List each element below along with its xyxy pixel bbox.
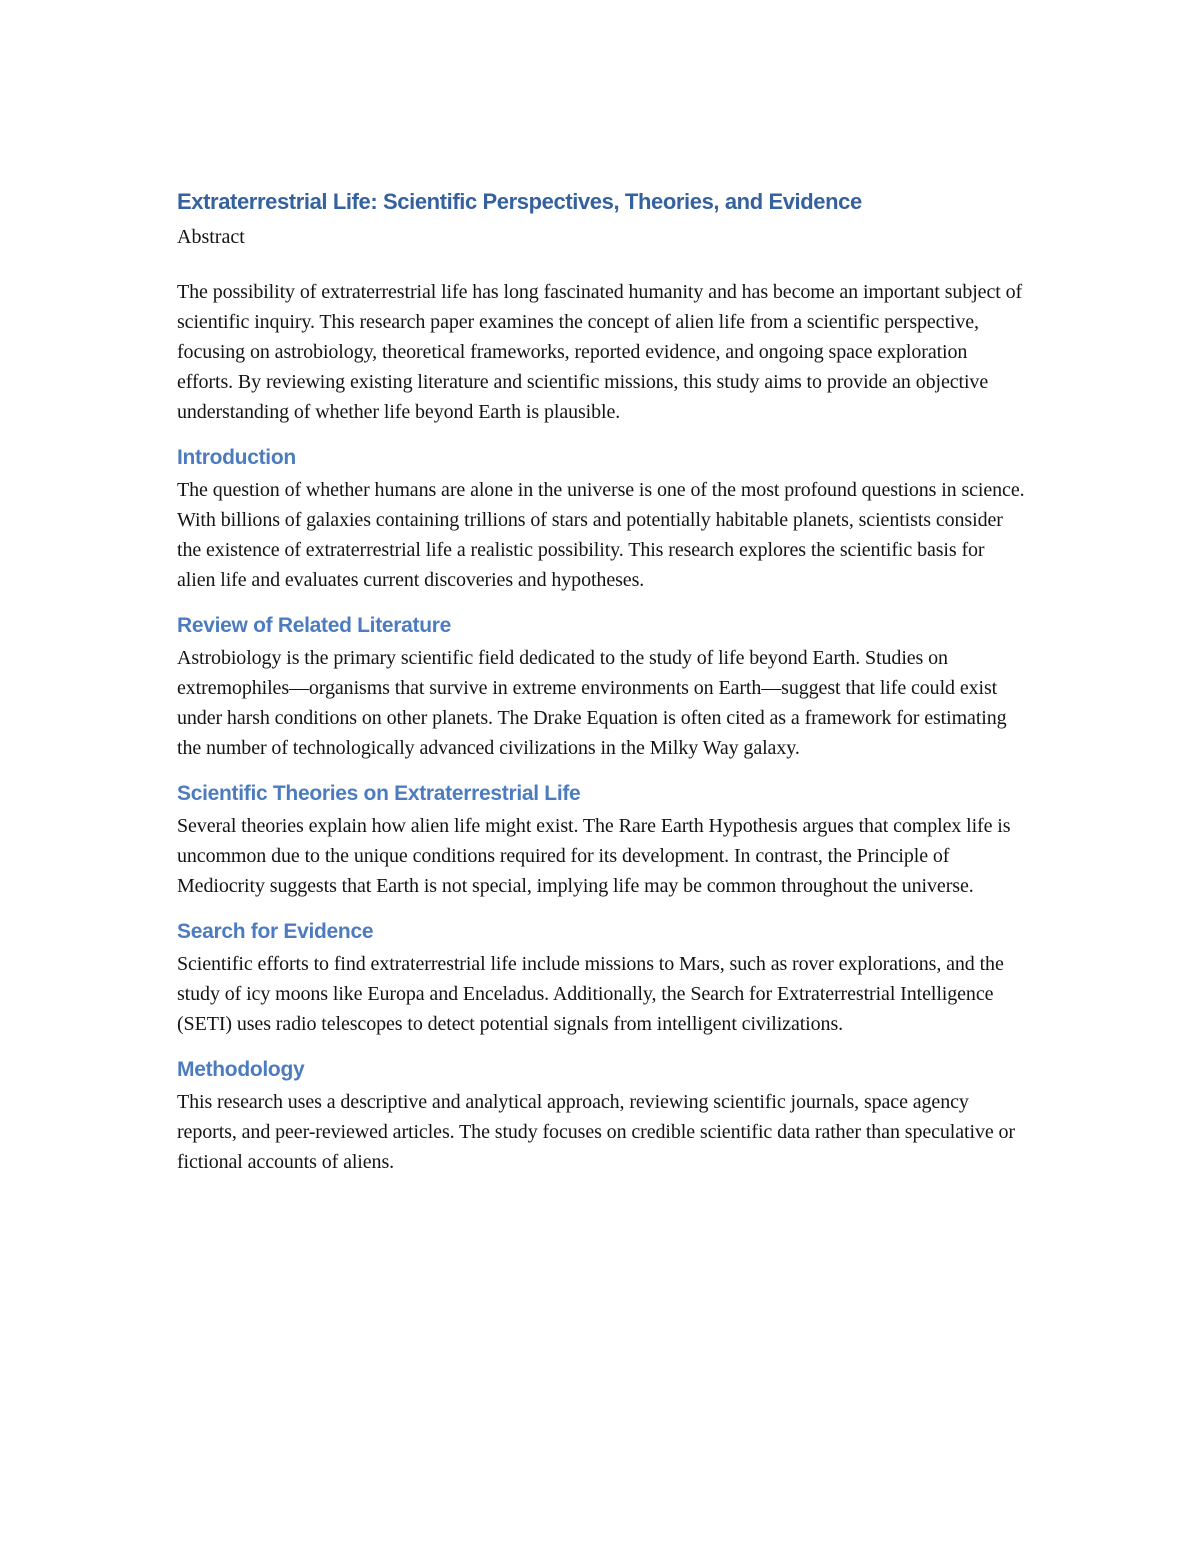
section-search-for-evidence [177,918,1025,1039]
section-abstract [177,277,1025,427]
abstract-paragraph: The possibility of extraterrestrial life has long fascinated humanity and has become an important subject of scientific inquiry. This research paper examines the concept of alien life from a scientific perspective, focusing on astrobiology, theoretical frameworks, reported evidence, and ongoing space exploration efforts. By reviewing existing literature and scientific missions, this study aims to provide an objective understanding of whether life beyond Earth is plausible. [177,281,1023,423]
section-scientific-theories [177,780,1025,901]
section-heading-scientific-theories: Scientific Theories on Extraterrestrial Life [177,782,581,805]
section-methodology [177,1056,1025,1177]
section-review-of-related-literature [177,612,1025,763]
scientific-theories-paragraph: Several theories explain how alien life might exist. The Rare Earth Hypothesis argues that complex life is uncommon due to the unique conditions required for its development. In contrast, the Principle of Mediocrity suggests that Earth is not special, implying life may be common throughout the universe. [177,815,1011,897]
methodology-paragraph: This research uses a descriptive and analytical approach, reviewing scientific journals, space agency reports, and peer-reviewed articles. The study focuses on credible scientific data rather than speculative or fictional accounts of aliens. [177,1091,1015,1173]
document-content [177,188,1025,1186]
section-heading-introduction: Introduction [177,446,296,469]
document-title: Extraterrestrial Life: Scientific Perspectives, Theories, and Evidence [177,189,862,214]
section-heading-review-of-related-literature: Review of Related Literature [177,614,452,637]
search-for-evidence-paragraph: Scientific efforts to find extraterrestrial life include missions to Mars, such as rover explorations, and the study of icy moons like Europa and Enceladus. Additionally, the Search for Extraterrestrial Intelligence (SETI) uses radio telescopes to detect potential signals from intelligent civilizations. [177,953,1004,1035]
abstract-label: Abstract [177,226,245,248]
section-heading-methodology: Methodology [177,1058,305,1081]
section-heading-search-for-evidence: Search for Evidence [177,920,374,943]
introduction-paragraph: The question of whether humans are alone in the universe is one of the most profound questions in science. With billions of galaxies containing trillions of stars and potentially habitable planets, scientists consider the existence of extraterrestrial life a realistic possibility. This research explores the scientific basis for alien life and evaluates current discoveries and hypotheses. [177,479,1025,591]
review-of-related-literature-paragraph: Astrobiology is the primary scientific field dedicated to the study of life beyond Earth. Studies on extremophiles—organisms that survive in extreme environments on Earth—suggest that life could exist under harsh conditions on other planets. The Drake Equation is often cited as a framework for estimating the number of technologically advanced civilizations in the Milky Way galaxy. [177,647,1007,759]
section-introduction [177,444,1025,595]
